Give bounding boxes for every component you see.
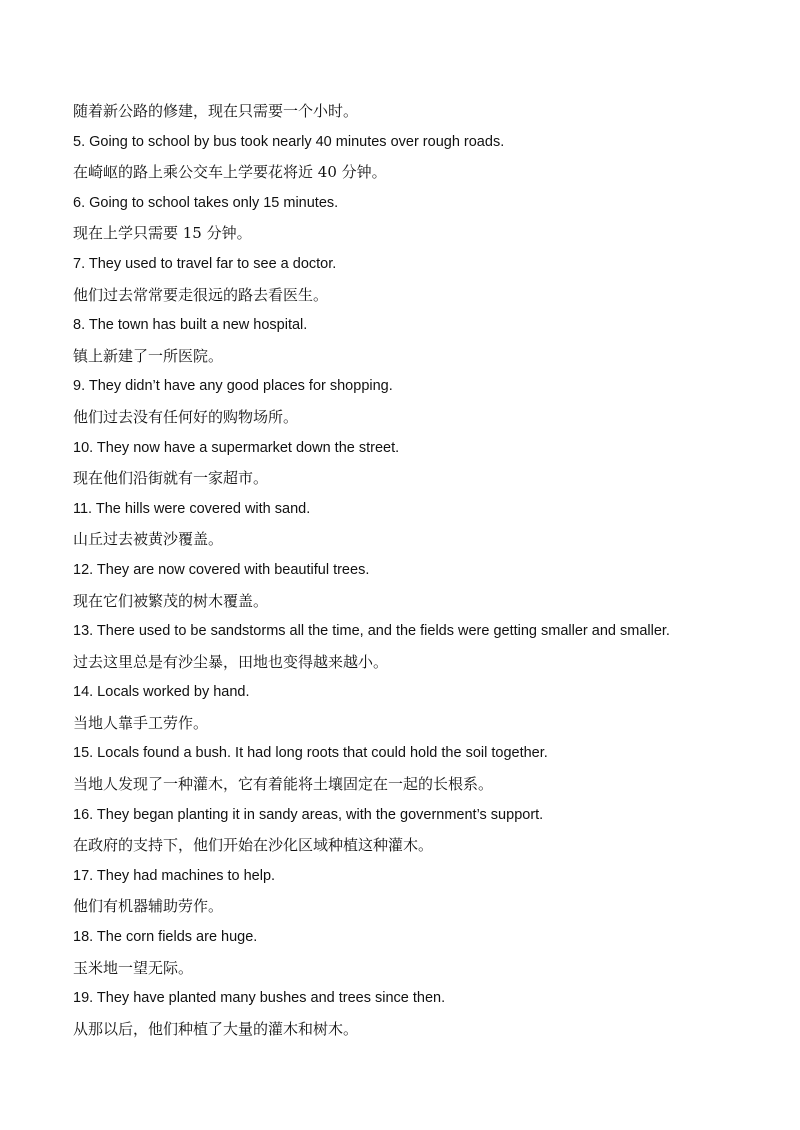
chinese-translation-line: 过去这里总是有沙尘暴，田地也变得越来越小。	[73, 652, 389, 671]
english-sentence-line: 18. The corn fields are huge.	[73, 929, 258, 946]
english-sentence-line: 9. They didn’t have any good places for shopping.	[73, 378, 393, 395]
chinese-translation-line: 当地人发现了一种灌木，它有着能将土壤固定在一起的长根系。	[73, 775, 494, 794]
chinese-translation-line: 当地人靠手工劳作。	[73, 713, 209, 732]
chinese-translation-line: 他们过去没有任何好的购物场所。	[73, 407, 299, 426]
english-sentence-line: 7. They used to travel far to see a doctor.	[73, 255, 337, 272]
chinese-translation-line: 玉米地一望无际。	[73, 958, 194, 977]
english-sentence-line: 14. Locals worked by hand.	[73, 684, 250, 701]
chinese-translation-line: 山丘过去被黄沙覆盖。	[73, 530, 224, 549]
english-sentence-line: 17. They had machines to help.	[73, 867, 276, 884]
document-page	[73, 96, 773, 1044]
chinese-translation-line: 现在他们沿街就有一家超市。	[73, 469, 269, 488]
english-sentence-line: 13. There used to be sandstorms all the time, and the fields were getting smaller and smaller.	[73, 623, 670, 640]
chinese-translation-line: 现在它们被繁茂的树木覆盖。	[73, 591, 269, 610]
chinese-translation-line: 随着新公路的修建，现在只需要一个小时。	[73, 102, 359, 120]
english-sentence-line: 19. They have planted many bushes and trees since then.	[73, 990, 446, 1007]
english-sentence-line: 11. The hills were covered with sand.	[73, 500, 311, 517]
chinese-translation-line: 他们有机器辅助劳作。	[73, 897, 224, 916]
chinese-translation-line: 在政府的支持下，他们开始在沙化区域种植这种灌木。	[73, 836, 434, 855]
chinese-translation-line: 在崎岖的路上乘公交车上学要花将近 40 分钟。	[73, 163, 387, 182]
english-sentence-line: 15. Locals found a bush. It had long roots that could hold the soil together.	[73, 745, 548, 762]
chinese-translation-line: 从那以后，他们种植了大量的灌木和树木。	[73, 1019, 359, 1038]
english-sentence-line: 12. They are now covered with beautiful trees.	[73, 561, 370, 578]
english-sentence-line: 6. Going to school takes only 15 minutes.	[73, 194, 339, 211]
english-sentence-line: 10. They now have a supermarket down the street.	[73, 439, 400, 456]
chinese-translation-line: 他们过去常常要走很远的路去看医生。	[73, 285, 329, 304]
english-sentence-line: 8. The town has built a new hospital.	[73, 317, 308, 334]
english-sentence-line: 5. Going to school by bus took nearly 40 minutes over rough roads.	[73, 133, 505, 150]
chinese-translation-line: 现在上学只需要 15 分钟。	[73, 224, 252, 243]
chinese-translation-line: 镇上新建了一所医院。	[73, 346, 224, 365]
english-sentence-line: 16. They began planting it in sandy areas, with the government’s support.	[73, 806, 544, 823]
